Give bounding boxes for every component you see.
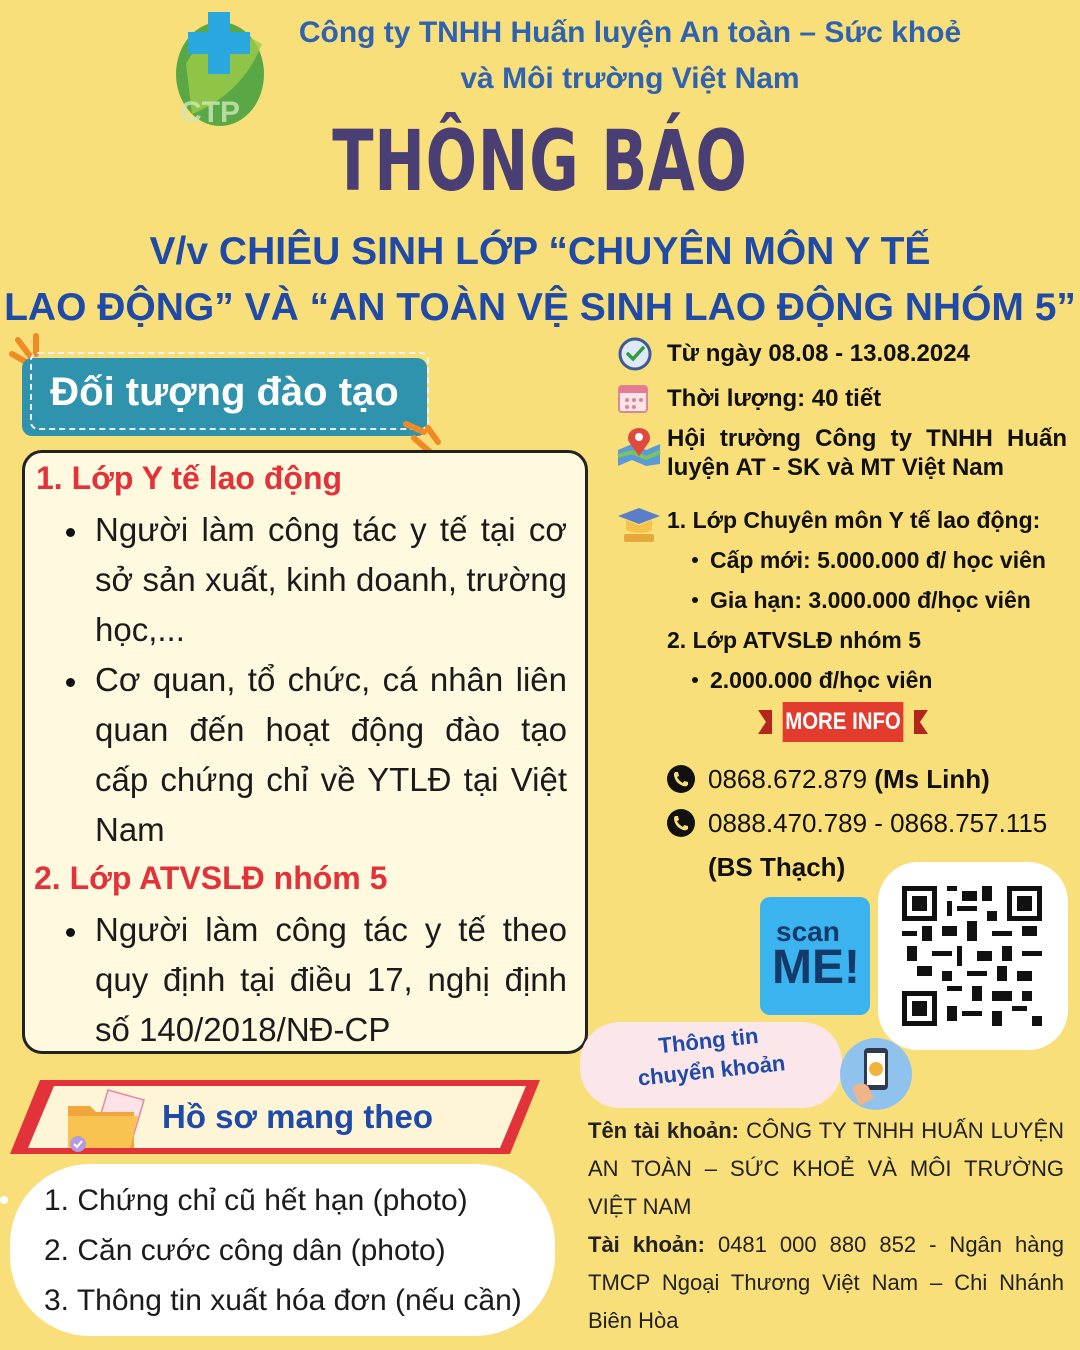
class1-item-2: Cơ quan, tổ chức, cá nhân liên quan đến hoạt động đào tạo cấp chứng chỉ về YTLĐ tại Việt Nam (95, 661, 567, 848)
course-venue: Hội trường Công ty TNHH Huấn luyện AT - SK và MT Việt Nam (667, 425, 1067, 481)
document-item-3: 3. Thông tin xuất hóa đơn (nếu cần) (44, 1284, 522, 1317)
phone-icon (666, 764, 696, 794)
phone-2[interactable]: 0888.470.789 - 0868.757.115 (708, 808, 1048, 838)
phone-icon (666, 808, 696, 838)
page-title: THÔNG BÁO (332, 112, 748, 210)
folder-icon (64, 1086, 150, 1156)
fee2-price: 2.000.000 đ/học viên (710, 667, 933, 693)
subtitle-line-2: LAO ĐỘNG” VÀ “AN TOÀN VỆ SINH LAO ĐỘNG NHÓM 5” (4, 286, 1076, 329)
mobile-payment-icon (838, 1036, 914, 1112)
subtitle-line-1: V/v CHIÊU SINH LỚP “CHUYÊN MÔN Y TẾ (149, 230, 931, 273)
phone-1-name: (Ms Linh) (874, 764, 990, 794)
scan-text: scan (776, 916, 840, 947)
company-line-1: Công ty TNHH Huấn luyện An toàn – Sức khoẻ (298, 16, 962, 49)
svg-text:CTP: CTP (180, 96, 240, 128)
course-duration: Thời lượng: 40 tiết (667, 385, 882, 412)
fee1-new: Cấp mới: 5.000.000 đ/ học viên (710, 547, 1046, 573)
bullet (66, 528, 75, 537)
class1-heading: 1. Lớp Y tế lao động (36, 460, 343, 496)
company-name (250, 10, 1010, 102)
calendar-icon (616, 380, 650, 414)
fee2-heading: 2. Lớp ATVSLĐ nhóm 5 (667, 627, 922, 653)
bullet (66, 928, 75, 937)
company-line-2: và Môi trường Việt Nam (460, 62, 800, 95)
clock-check-icon (618, 337, 652, 371)
account-number: 0481 000 880 852 - Ngân hàng TMCP Ngoại Thương Việt Nam – Chi Nhánh Biên Hòa (588, 1232, 1064, 1333)
bank-info-title-line-2: chuyển khoản (636, 1050, 787, 1091)
bullet (692, 557, 698, 563)
me-text: ME! (772, 941, 860, 994)
account-name: CÔNG TY TNHH HUẤN LUYỆN AN TOÀN – SỨC KHOẺ VÀ MÔI TRƯỜNG VIỆT NAM (588, 1118, 1065, 1219)
qr-code[interactable] (902, 886, 1042, 1026)
bank-info-title-line-1: Thông tin (657, 1022, 760, 1059)
bullet (692, 597, 698, 603)
class2-heading: 2. Lớp ATVSLĐ nhóm 5 (34, 860, 388, 896)
bullet (692, 677, 698, 683)
more-info-button[interactable]: MORE INFO (783, 702, 904, 742)
map-pin-icon (616, 426, 662, 466)
fee1-renew: Gia hạn: 3.000.000 đ/học viên (710, 587, 1031, 613)
bullet (66, 678, 75, 687)
class1-item-1: Người làm công tác y tế tại cơ sở sản xuất, kinh doanh, trường học,... (95, 511, 567, 648)
document-item-1: 1. Chứng chỉ cũ hết hạn (photo) (44, 1184, 468, 1217)
documents-heading: Hồ sơ mang theo (162, 1098, 433, 1135)
graduation-cap-icon (616, 504, 662, 544)
phone-2-name: (BS Thạch) (708, 852, 846, 882)
phone-1[interactable]: 0868.672.879 (708, 764, 868, 794)
class2-item-1: Người làm công tác y tế theo quy định tại điều 17, nghị định số 140/2018/NĐ-CP (95, 911, 567, 1048)
document-item-2: 2. Căn cước công dân (photo) (44, 1234, 446, 1267)
course-date: Từ ngày 08.08 - 13.08.2024 (667, 340, 970, 367)
bank-details (588, 1112, 1064, 1340)
fee1-heading: 1. Lớp Chuyên môn Y tế lao động: (667, 507, 1041, 533)
account-name-label: Tên tài khoản: (588, 1118, 740, 1143)
dot-decoration (0, 1196, 8, 1204)
audience-label: Đối tượng đào tạo (50, 370, 399, 414)
account-label: Tài khoản: (588, 1232, 705, 1257)
